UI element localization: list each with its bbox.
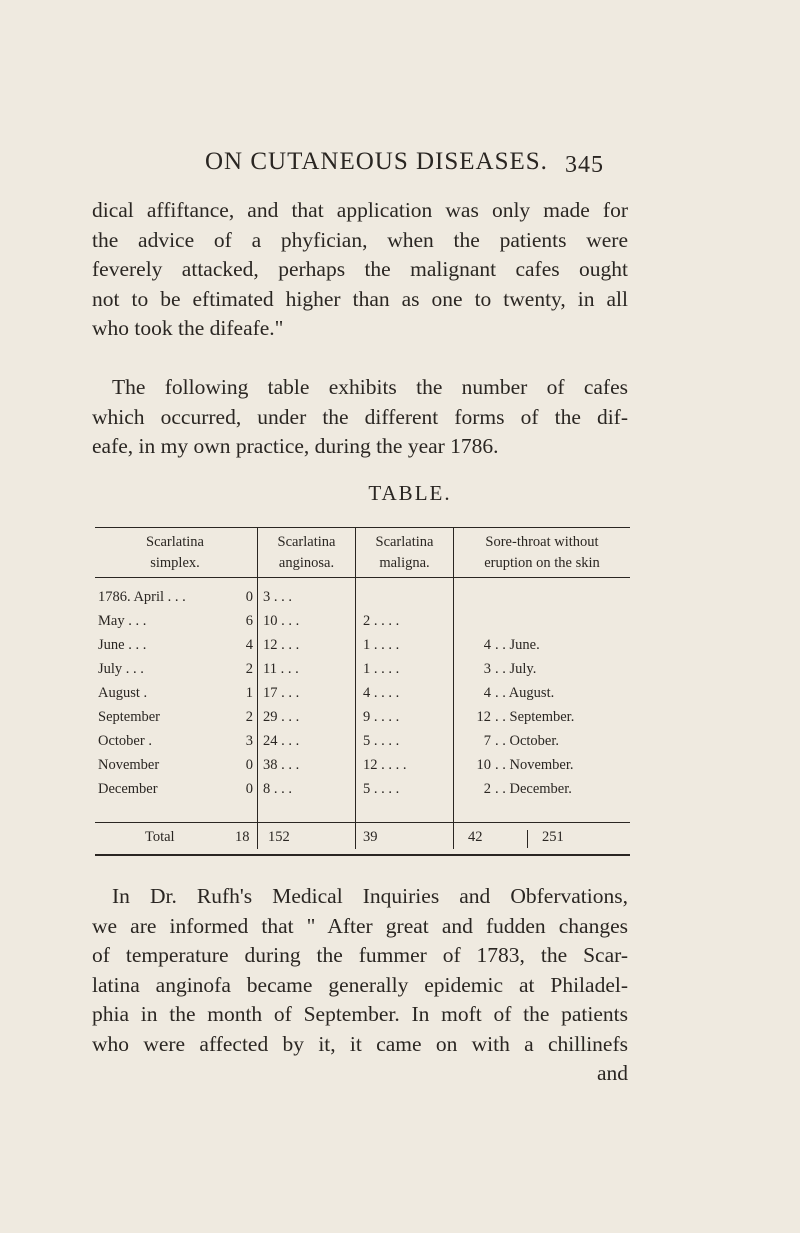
cell-anginosa: 8 . . .: [263, 781, 292, 797]
header-sore-throat: [454, 532, 630, 574]
cell-anginosa: 38 . . .: [263, 757, 300, 773]
total-anginosa: 152: [268, 829, 290, 845]
cell-maligna: 4 . . . .: [363, 685, 400, 701]
cell-anginosa: 12 . . .: [263, 637, 300, 653]
cell-anginosa: 29 . . .: [263, 709, 300, 725]
cell-month: October .: [98, 733, 152, 749]
cell-sore-month: . . June.: [495, 637, 540, 653]
cell-simplex: 4: [245, 637, 253, 653]
column-divider: [453, 527, 454, 849]
cell-sore-count: 2: [483, 781, 491, 797]
cell-simplex: 1: [245, 685, 253, 701]
column-divider: [355, 527, 356, 849]
text-line: the advice of a phyfician, when the patients were: [92, 227, 628, 252]
cell-sore-count: 7: [483, 733, 491, 749]
cell-sore-month: . . August.: [495, 685, 555, 701]
cell-maligna: 5 . . . .: [363, 781, 400, 797]
column-divider: [257, 527, 258, 849]
cell-maligna: 12 . . . .: [363, 757, 407, 773]
header-line: Scarlatina: [146, 534, 204, 550]
header-line: maligna.: [379, 555, 430, 571]
cell-simplex: 0: [245, 589, 253, 605]
cell-simplex: 6: [245, 613, 253, 629]
text-line: phia in the month of September. In moft of the patients: [92, 1002, 628, 1026]
cell-simplex: 0: [245, 757, 253, 773]
cell-sore-count: 10: [476, 757, 491, 773]
cell-maligna: 2 . . . .: [363, 613, 400, 629]
cell-month: July . . .: [98, 661, 144, 677]
cell-anginosa: 3 . . .: [263, 589, 292, 605]
cases-table: [95, 527, 630, 872]
total-label: Total: [145, 829, 175, 845]
grand-total: 251: [542, 829, 564, 845]
paragraph-2: [92, 373, 628, 462]
cell-anginosa: 24 . . .: [263, 733, 300, 749]
cell-sore-month: . . September.: [495, 709, 575, 725]
header-line: Scarlatina: [277, 534, 336, 550]
body-bottom-rule: [95, 822, 630, 823]
text-line: In Dr. Rufh's Medical Inquiries and Obfervations,: [112, 884, 628, 908]
cell-month: 1786. April . . .: [98, 589, 186, 605]
cell-month: December: [98, 781, 158, 797]
header-anginosa: [258, 532, 355, 574]
paragraph-1: [92, 196, 628, 344]
cell-month: November: [98, 757, 160, 773]
table-top-rule: [95, 527, 630, 528]
text-line: who were affected by it, it came on with a chillinefs: [92, 1031, 628, 1056]
cell-sore-count: 3: [483, 661, 491, 677]
header-maligna: [356, 532, 453, 574]
catchword: and: [596, 1061, 628, 1085]
total-maligna: 39: [363, 829, 378, 845]
cell-month: May . . .: [98, 613, 147, 629]
cell-anginosa: 10 . . .: [263, 613, 300, 629]
cell-sore-month: . . December.: [495, 781, 572, 797]
cell-maligna: 1 . . . .: [363, 637, 400, 653]
header-line: Sore-throat without: [485, 534, 599, 550]
table-bottom-rule: [95, 854, 630, 856]
text-line: who took the difeafe.": [92, 316, 284, 340]
total-simplex: 18: [235, 829, 250, 845]
header-line: simplex.: [150, 555, 200, 571]
text-line: we are informed that " After great and fudden changes: [92, 913, 628, 938]
cell-simplex: 3: [245, 733, 253, 749]
text-line: not to be eftimated higher than as one to twenty, in all: [92, 286, 628, 311]
cell-sore-count: 4: [483, 637, 491, 653]
paragraph-3: [92, 882, 628, 1089]
cell-sore-month: . . November.: [495, 757, 574, 773]
table-title: TABLE.: [368, 481, 452, 505]
text-line: eafe, in my own practice, during the year 1786.: [92, 434, 499, 458]
cell-maligna: 1 . . . .: [363, 661, 400, 677]
cell-month: August .: [98, 685, 148, 701]
cell-maligna: 5 . . . .: [363, 733, 400, 749]
running-title: ON CUTANEOUS DISEASES.: [205, 148, 548, 175]
header-simplex: [95, 532, 255, 574]
page-number: 345: [565, 152, 604, 178]
text-line: of temperature during the fummer of 1783, the Scar-: [92, 943, 628, 967]
cell-month: June . . .: [98, 637, 147, 653]
cell-month: September: [98, 709, 161, 725]
cell-sore-month: . . July.: [495, 661, 537, 677]
cell-simplex: 2: [245, 709, 253, 725]
text-line: dical affiftance, and that application was only made for: [92, 198, 628, 222]
cell-sore-count: 4: [483, 685, 491, 701]
text-line: feverely attacked, perhaps the malignant cafes ought: [92, 257, 628, 281]
total-divider: [527, 830, 528, 848]
total-sore: 42: [468, 829, 483, 845]
header-line: eruption on the skin: [484, 555, 600, 571]
cell-anginosa: 17 . . .: [263, 685, 300, 701]
cell-maligna: 9 . . . .: [363, 709, 400, 725]
cell-simplex: 2: [245, 661, 253, 677]
header-line: Scarlatina: [375, 534, 434, 550]
cell-simplex: 0: [245, 781, 253, 797]
text-line: which occurred, under the different forms of the dif-: [92, 404, 628, 429]
text-line: latina anginofa became generally epidemic at Philadel-: [92, 972, 628, 997]
header-line: anginosa.: [278, 555, 335, 571]
text-line: The following table exhibits the number of cafes: [112, 375, 628, 399]
cell-sore-count: 12: [476, 709, 491, 725]
header-bottom-rule: [95, 577, 630, 578]
cell-sore-month: . . October.: [495, 733, 560, 749]
cell-anginosa: 11 . . .: [263, 661, 299, 677]
